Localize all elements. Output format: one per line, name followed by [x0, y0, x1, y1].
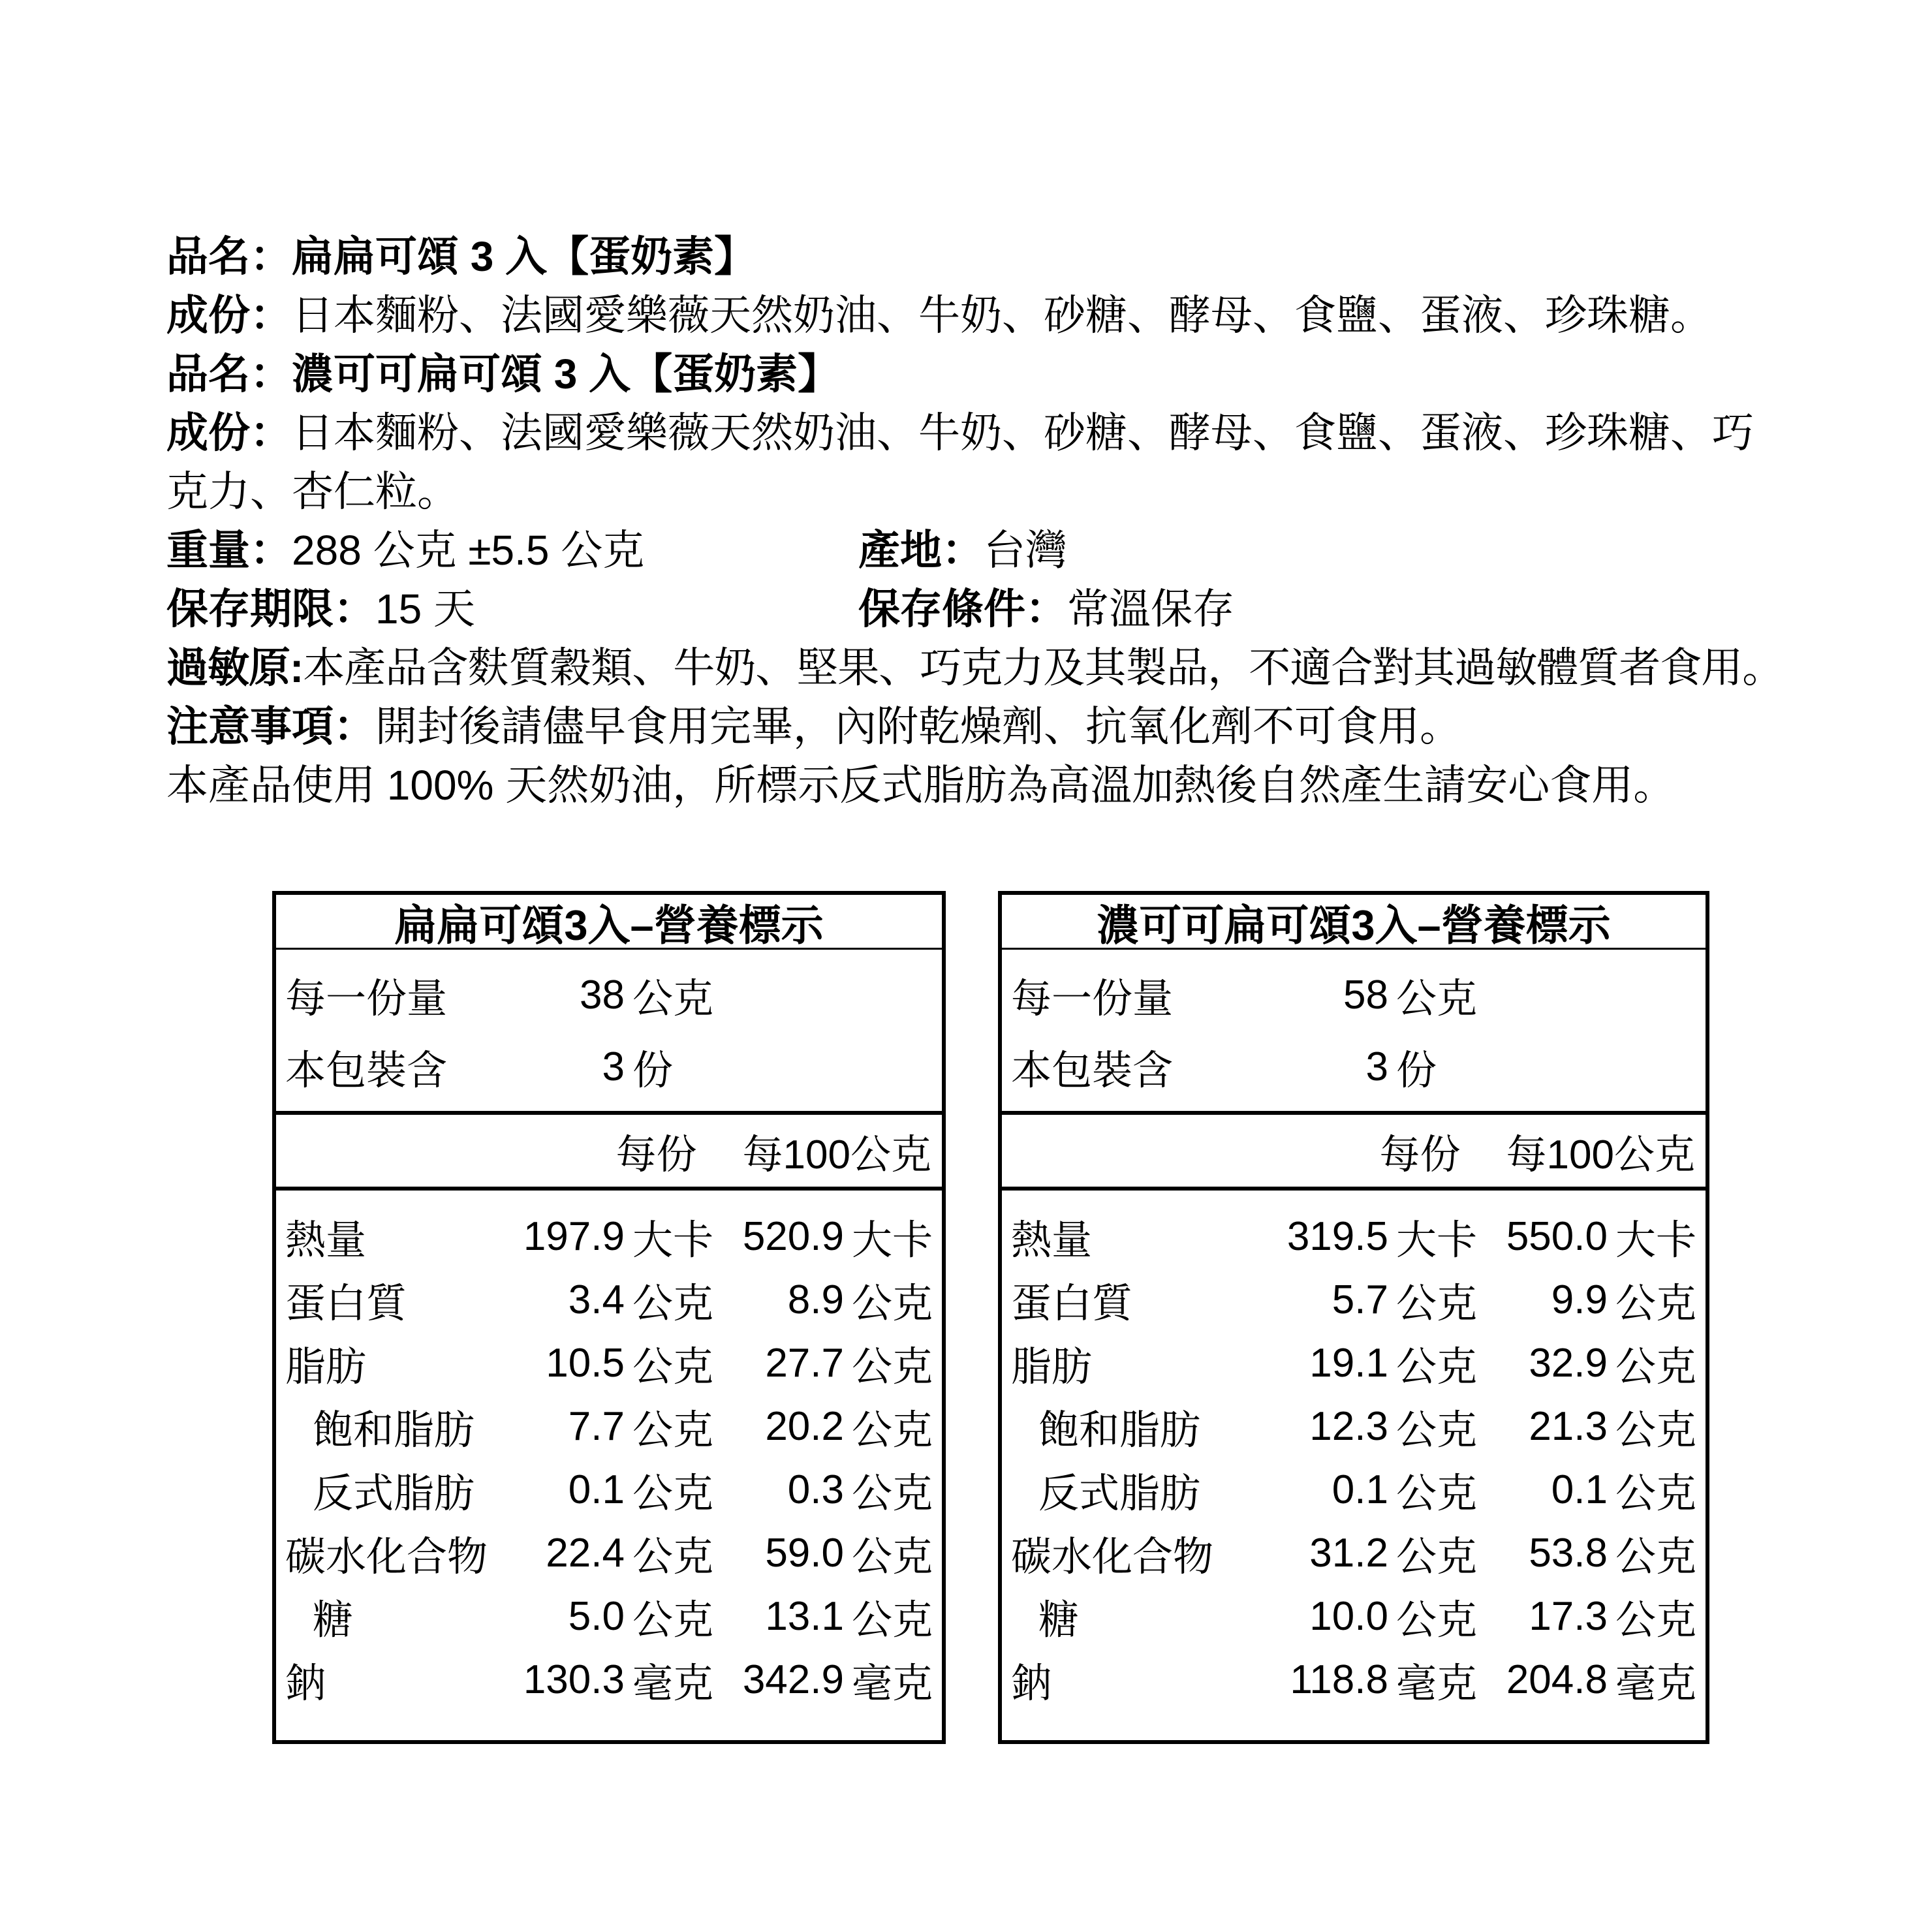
- shelf-life-cell: [166, 580, 858, 638]
- nutrition-table-plain-body: [276, 1191, 942, 1711]
- weight-value: 288 公克 ±5.5 公克: [292, 527, 645, 574]
- table-row-fat: 脂肪 19.1 公克 32.9 公克: [1011, 1341, 1696, 1390]
- allergen-label: 過敏原:: [166, 644, 304, 691]
- nutrition-table-cocoa-title: 濃可可扁可頌3入–營養標示: [1002, 895, 1706, 950]
- notice-label: 注意事項：: [166, 703, 375, 750]
- product-name-label-2: 品名：: [166, 351, 292, 397]
- servings-per-pack-row: [1011, 1031, 1696, 1102]
- servings-per-pack-value: 3: [1365, 1044, 1388, 1089]
- nutrition-table-plain: [272, 891, 946, 1744]
- table-row-carbohydrate: 碳水化合物 22.4 公克 59.0 公克: [285, 1531, 933, 1580]
- shelf-life-label: 保存期限：: [166, 585, 375, 632]
- weight-cell: [166, 521, 858, 580]
- notice-line: [166, 697, 1792, 756]
- product-name-label: 品名：: [166, 233, 292, 280]
- table-row-sodium: 鈉 130.3 毫克 342.9 毫克: [285, 1657, 933, 1706]
- table-row-calories: 熱量 319.5 大卡 550.0 大卡: [1011, 1214, 1696, 1263]
- nutrition-tables: [272, 891, 1709, 1744]
- serving-size-unit: 公克: [1395, 976, 1477, 1021]
- ingredients-value: 日本麵粉、法國愛樂薇天然奶油、牛奶、砂糖、酵母、食鹽、蛋液、珍珠糖。: [292, 292, 1712, 339]
- table-row-carbohydrate: 碳水化合物 31.2 公克 53.8 公克: [1011, 1531, 1696, 1580]
- weight-label: 重量：: [166, 527, 292, 574]
- product-name-value-2: 濃可可扁可頌 3 入【蛋奶素】: [292, 351, 840, 397]
- nutrition-table-cocoa-serving: [1002, 950, 1706, 1115]
- shelf-life-storage-line: [166, 580, 1792, 638]
- servings-per-pack-value: 3: [602, 1044, 625, 1089]
- table-row-trans-fat: 反式脂肪 0.1 公克 0.3 公克: [313, 1467, 933, 1516]
- nutrition-table-cocoa: [998, 891, 1709, 1744]
- allergen-line: [166, 638, 1792, 697]
- serving-size-label: 每一份量: [285, 976, 448, 1021]
- storage-cell: [858, 580, 1234, 638]
- product-info-block: [166, 227, 1792, 815]
- serving-size-row: [285, 959, 933, 1031]
- servings-per-pack-label: 本包裝含: [285, 1048, 448, 1093]
- ingredients-label: 成份：: [166, 292, 292, 339]
- serving-size-row: [1011, 959, 1696, 1031]
- storage-label: 保存條件：: [858, 585, 1067, 632]
- table-row-saturated-fat: 飽和脂肪 12.3 公克 21.3 公克: [1038, 1404, 1696, 1453]
- nutrition-table-cocoa-body: [1002, 1191, 1706, 1711]
- ingredients-label-2: 成份：: [166, 409, 292, 456]
- butter-note-line: [166, 756, 1792, 815]
- nutrition-table-plain-serving: [276, 950, 942, 1115]
- ingredients-line-1: [166, 286, 1792, 345]
- product-name-line-2: [166, 345, 1792, 403]
- servings-per-pack-unit: 份: [1396, 1048, 1437, 1093]
- storage-value: 常溫保存: [1067, 585, 1234, 632]
- per-100g-header: 每100公克: [742, 1132, 931, 1177]
- column-header-row: [1002, 1115, 1706, 1191]
- serving-size-unit: 公克: [632, 976, 713, 1021]
- ingredients-value-2-cont: 克力、杏仁粒。: [166, 468, 459, 515]
- table-row-sugar: 糖 5.0 公克 13.1 公克: [313, 1594, 933, 1643]
- serving-size-value: 58: [1343, 972, 1388, 1018]
- servings-per-pack-row: [285, 1031, 933, 1102]
- per-serving-header: 每份: [1379, 1132, 1461, 1177]
- origin-label: 產地：: [858, 527, 984, 574]
- origin-cell: [858, 521, 1067, 580]
- servings-per-pack-unit: 份: [632, 1048, 674, 1093]
- serving-size-value: 38: [580, 972, 625, 1018]
- product-name-line-1: [166, 227, 1792, 286]
- servings-per-pack-label: 本包裝含: [1011, 1048, 1174, 1093]
- butter-note-value: 本產品使用 100% 天然奶油，所標示反式脂肪為高溫加熱後自然產生請安心食用。: [166, 762, 1675, 809]
- table-row-saturated-fat: 飽和脂肪 7.7 公克 20.2 公克: [313, 1404, 933, 1453]
- ingredients-value-2: 日本麵粉、法國愛樂薇天然奶油、牛奶、砂糖、酵母、食鹽、蛋液、珍珠糖、巧: [292, 409, 1754, 456]
- allergen-value: 本產品含麩質穀類、牛奶、堅果、巧克力及其製品，不適合對其過敏體質者食用。: [303, 644, 1784, 691]
- product-name-value: 扁扁可頌 3 入【蛋奶素】: [292, 233, 756, 280]
- table-row-calories: 熱量 197.9 大卡 520.9 大卡: [285, 1214, 933, 1263]
- ingredients-line-2: [166, 403, 1792, 462]
- weight-origin-line: [166, 521, 1792, 580]
- notice-value: 開封後請儘早食用完畢，內附乾燥劑、抗氧化劑不可食用。: [375, 703, 1461, 750]
- nutrition-table-plain-title: 扁扁可頌3入–營養標示: [276, 895, 942, 950]
- table-row-sugar: 糖 10.0 公克 17.3 公克: [1038, 1594, 1696, 1643]
- origin-value: 台灣: [984, 527, 1067, 574]
- per-serving-header: 每份: [615, 1132, 697, 1177]
- table-row-fat: 脂肪 10.5 公克 27.7 公克: [285, 1341, 933, 1390]
- shelf-life-value: 15 天: [375, 585, 475, 632]
- table-row-sodium: 鈉 118.8 毫克 204.8 毫克: [1011, 1657, 1696, 1706]
- table-row-trans-fat: 反式脂肪 0.1 公克 0.1 公克: [1038, 1467, 1696, 1516]
- ingredients-line-2-cont: [166, 462, 1792, 521]
- table-row-protein: 蛋白質 3.4 公克 8.9 公克: [285, 1277, 933, 1326]
- serving-size-label: 每一份量: [1011, 976, 1174, 1021]
- table-row-protein: 蛋白質 5.7 公克 9.9 公克: [1011, 1277, 1696, 1326]
- column-header-row: [276, 1115, 942, 1191]
- per-100g-header: 每100公克: [1506, 1132, 1695, 1177]
